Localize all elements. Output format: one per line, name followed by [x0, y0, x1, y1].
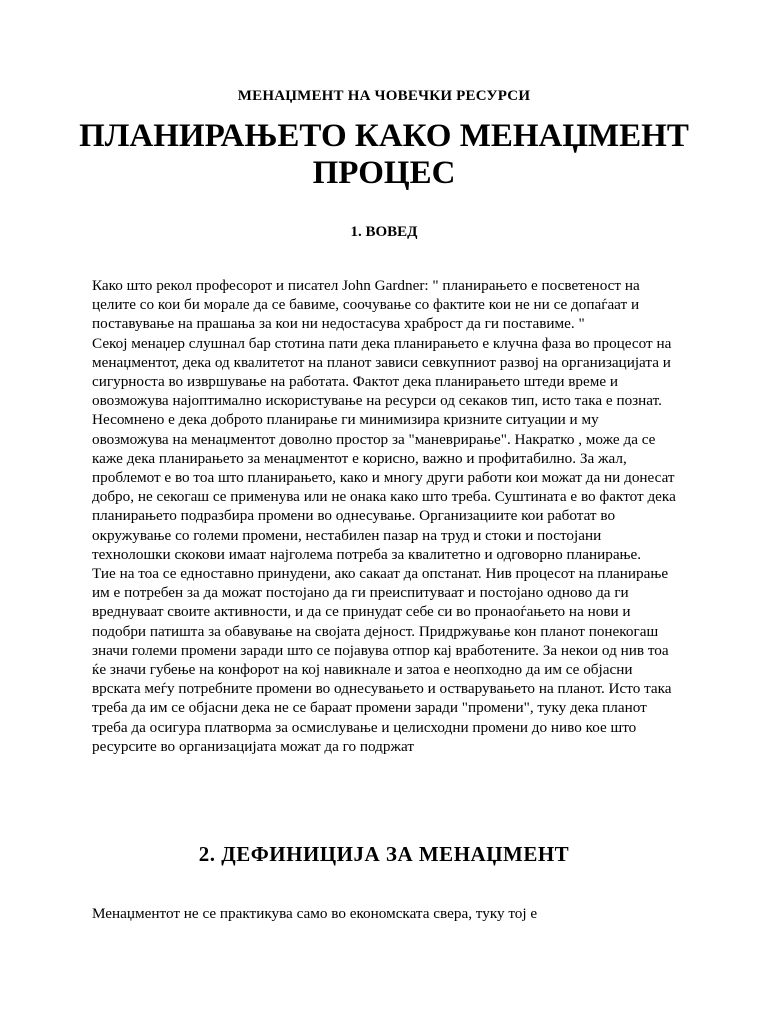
paragraph-change: Тие на тоа се едноставно принудени, ако сакаат да опстанат. Нив процесот на планирање им е потребен за да можат постојано да ги преиспитуваат и постојано одново да ги вреднуваат своите активности, и да се принудат себе си во пронаоѓањето на нови и подобри патишта за обавување на својата дејност. Придржување кон планот понекогаш значи големи промени заради што се појавува отпор кај вработените. За некои од нив тоа ќе значи губење на конфорот на кој навикнале и затоа е неопходно да им се објасни врската меѓу потребните промени во однесувањето и остварувањето на планот. Исто така треба да им се објасни дека не се бараат промени заради "промени", туку дека планот треба да осигура платворма за осмислување и целисходни промени до ниво кое што ресурсите во организацијата можат да го подржат [92, 565, 672, 755]
document-kicker: МЕНАЏМЕНТ НА ЧОВЕЧКИ РЕСУРСИ [237, 88, 531, 104]
section2-heading: 2. ДЕФИНИЦИЈА ЗА МЕНАЏМЕНТ [198, 842, 570, 866]
section1-heading: 1. ВОВЕД [350, 224, 418, 240]
section1-body [92, 276, 678, 756]
document-title [0, 118, 768, 192]
document-title-line1: ПЛАНИРАЊЕТО КАКО МЕНАЏМЕНТ [79, 118, 689, 154]
paragraph-quote: Како што рекол професорот и писател John Gardner: " планирањето е посветеност на целите со кои би морале да се бавиме, соочување со фактите кои не ни се допаѓаат и поставување на прашања за кои ни недостасува храброст да ги поставиме. " [92, 277, 640, 333]
section2-body: Менаџментот не се практикува само во економската свера, туку тој е [92, 905, 538, 922]
document-title-line2: ПРОЦЕС [312, 155, 456, 191]
paragraph-planning: Секој менаџер слушнал бар стотина пати дека планирањето е клучна фаза во процесот на менаџментот, дека од квалитетот на планот зависи севкупниот развој на организацијата и сигурноста во извршување на работата. Фактот дека планирањето штеди време и овозможува најоптимално искористување на ресурси од секаков тип, исто така е познат. Несомнено е дека доброто планирање ги минимизира кризните ситуации и му овозможува на менаџментот доволно простор за "маневрирање". Накратко , може да се каже дека планирањето за менаџментот е корисно, важно и профитабилно. За жал, проблемот е во тоа што планирањето, како и многу други работи кои можат да ни донесат добро, не секогаш се применува или не онака како што треба. Суштината е во фактот дека планирањето подразбира промени во однесување. Организациите кои работат во окружување со големи промени, нестабилен пазар на труд и стоки и постојани технолошки скокови имаат најголема потреба за квалитетно и одговорно планирање. [92, 334, 676, 563]
